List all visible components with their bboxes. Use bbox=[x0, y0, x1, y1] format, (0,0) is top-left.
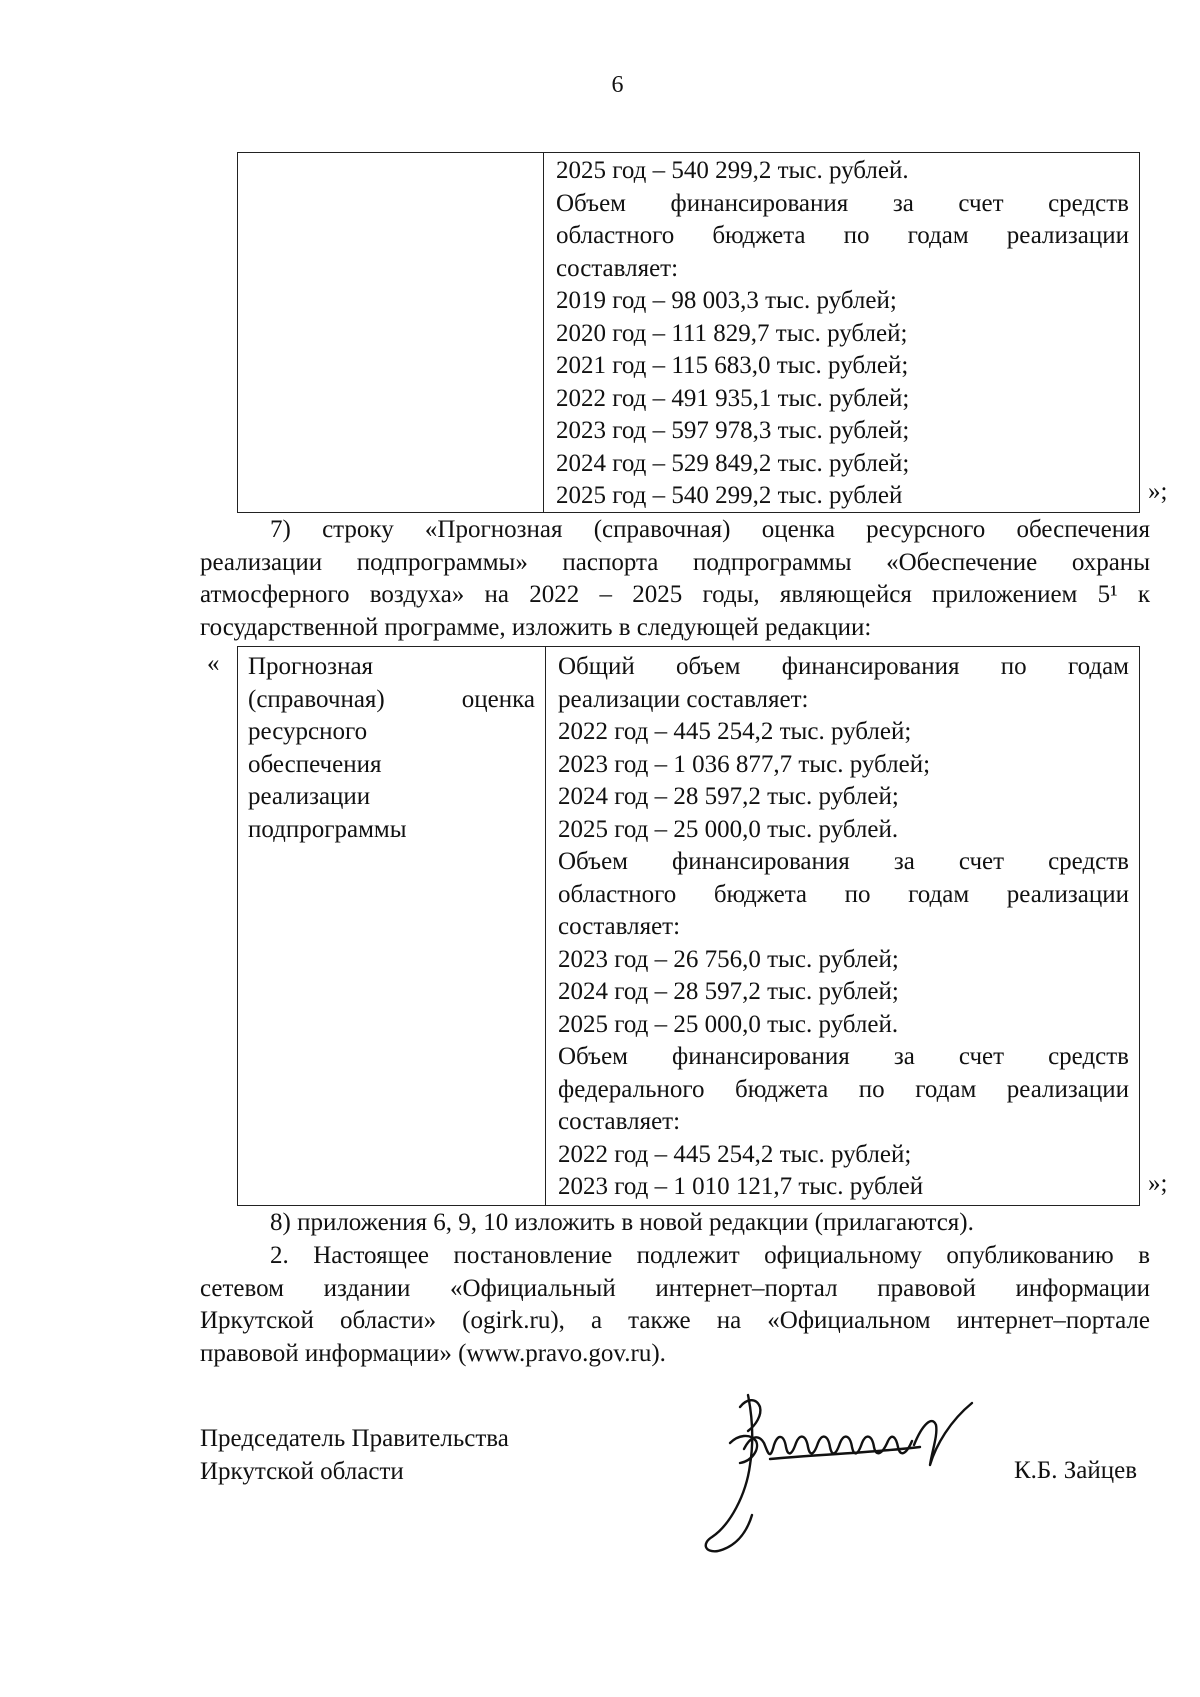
table-line: 2022 год – 445 254,2 тыс. рублей; bbox=[558, 1140, 912, 1168]
signatory-position bbox=[200, 1423, 509, 1488]
opening-quote: « bbox=[207, 650, 220, 677]
table-line: Объем финансирования за счет средств bbox=[556, 189, 1129, 217]
table-right-cell bbox=[544, 153, 1139, 512]
signatory-position-line: Иркутской области bbox=[200, 1457, 404, 1485]
table-line: Объем финансирования за счет средств bbox=[558, 1043, 1129, 1070]
table-right-cell bbox=[546, 647, 1139, 1205]
paragraph-line: Иркутской области» (ogirk.ru), а также на «Официальном интернет–портале bbox=[200, 1307, 1150, 1334]
table-left-cell-empty bbox=[238, 153, 544, 512]
table-line: 2022 год – 491 935,1 тыс. рублей; bbox=[556, 384, 910, 412]
table-line: областного бюджета по годам реализации bbox=[556, 222, 1129, 249]
table-left-cell bbox=[238, 647, 546, 1205]
financing-table-continuation bbox=[237, 152, 1140, 513]
table-line: 2025 год – 25 000,0 тыс. рублей. bbox=[558, 815, 899, 843]
table-line: 2024 год – 28 597,2 тыс. рублей; bbox=[558, 783, 899, 810]
paragraph-line: 2. Настоящее постановление подлежит официальному опубликованию в bbox=[270, 1242, 1150, 1269]
paragraph-8 bbox=[200, 1207, 1150, 1240]
table-line: Общий объем финансирования по годам bbox=[558, 653, 1129, 680]
table-line: 2020 год – 111 829,7 тыс. рублей; bbox=[556, 319, 908, 347]
paragraph-line: государственной программе, изложить в следующей редакции: bbox=[200, 613, 872, 641]
paragraph-2 bbox=[200, 1240, 1150, 1370]
handwritten-signature bbox=[700, 1385, 990, 1560]
signatory-name: К.Б. Зайцев bbox=[1014, 1457, 1138, 1484]
table-line: 2021 год – 115 683,0 тыс. рублей; bbox=[556, 352, 909, 379]
forecast-financing-table bbox=[237, 646, 1140, 1206]
table-line: обеспечения bbox=[248, 750, 382, 778]
paragraph-line: 7) строку «Прогнозная (справочная) оценка ресурсного обеспечения bbox=[270, 516, 1150, 543]
paragraph-line: правовой информации» (www.pravo.gov.ru). bbox=[200, 1339, 666, 1367]
table-line: реализации составляет: bbox=[558, 685, 809, 713]
paragraph-line: атмосферного воздуха» на 2022 – 2025 годы, являющейся приложением 5¹ к bbox=[200, 581, 1150, 608]
table-line: составляет: bbox=[556, 254, 679, 282]
table-line: составляет: bbox=[558, 913, 681, 940]
table-line: 2023 год – 1 010 121,7 тыс. рублей bbox=[558, 1173, 924, 1200]
table-line: 2025 год – 540 299,2 тыс. рублей. bbox=[556, 157, 909, 184]
paragraph-line: сетевом издании «Официальный интернет–портал правовой информации bbox=[200, 1274, 1150, 1302]
paragraph-7 bbox=[200, 514, 1150, 644]
table-line: 2023 год – 26 756,0 тыс. рублей; bbox=[558, 945, 899, 973]
table-line: ресурсного bbox=[248, 718, 368, 745]
table-line: 2023 год – 597 978,3 тыс. рублей; bbox=[556, 417, 910, 444]
signatory-position-line: Председатель Правительства bbox=[200, 1425, 509, 1452]
table-line: 2019 год – 98 003,3 тыс. рублей; bbox=[556, 287, 897, 314]
table-line: реализации bbox=[248, 783, 371, 810]
table-line: (справочная) оценка bbox=[248, 685, 535, 713]
table-line: 2022 год – 445 254,2 тыс. рублей; bbox=[558, 718, 912, 745]
page-number: 6 bbox=[611, 72, 624, 98]
table-line: 2024 год – 28 597,2 тыс. рублей; bbox=[558, 978, 899, 1005]
table-line: 2023 год – 1 036 877,7 тыс. рублей; bbox=[558, 750, 931, 778]
table-line: Прогнозная bbox=[248, 653, 374, 680]
table-line: 2025 год – 25 000,0 тыс. рублей. bbox=[558, 1010, 899, 1038]
table-line: федерального бюджета по годам реализации bbox=[558, 1075, 1129, 1103]
table-line: 2025 год – 540 299,2 тыс. рублей bbox=[556, 482, 903, 509]
closing-quote-2: »; bbox=[1148, 1170, 1168, 1197]
table-line: Объем финансирования за счет средств bbox=[558, 848, 1129, 875]
paragraph-line: реализации подпрограммы» паспорта подпрограммы «Обеспечение охраны bbox=[200, 548, 1150, 576]
table-line: 2024 год – 529 849,2 тыс. рублей; bbox=[556, 449, 910, 477]
table-line: подпрограммы bbox=[248, 815, 407, 843]
closing-quote-1: »; bbox=[1148, 478, 1168, 505]
table-line: составляет: bbox=[558, 1108, 681, 1135]
table-line: областного бюджета по годам реализации bbox=[558, 880, 1129, 908]
paragraph-line: 8) приложения 6, 9, 10 изложить в новой редакции (прилагаются). bbox=[270, 1209, 974, 1236]
